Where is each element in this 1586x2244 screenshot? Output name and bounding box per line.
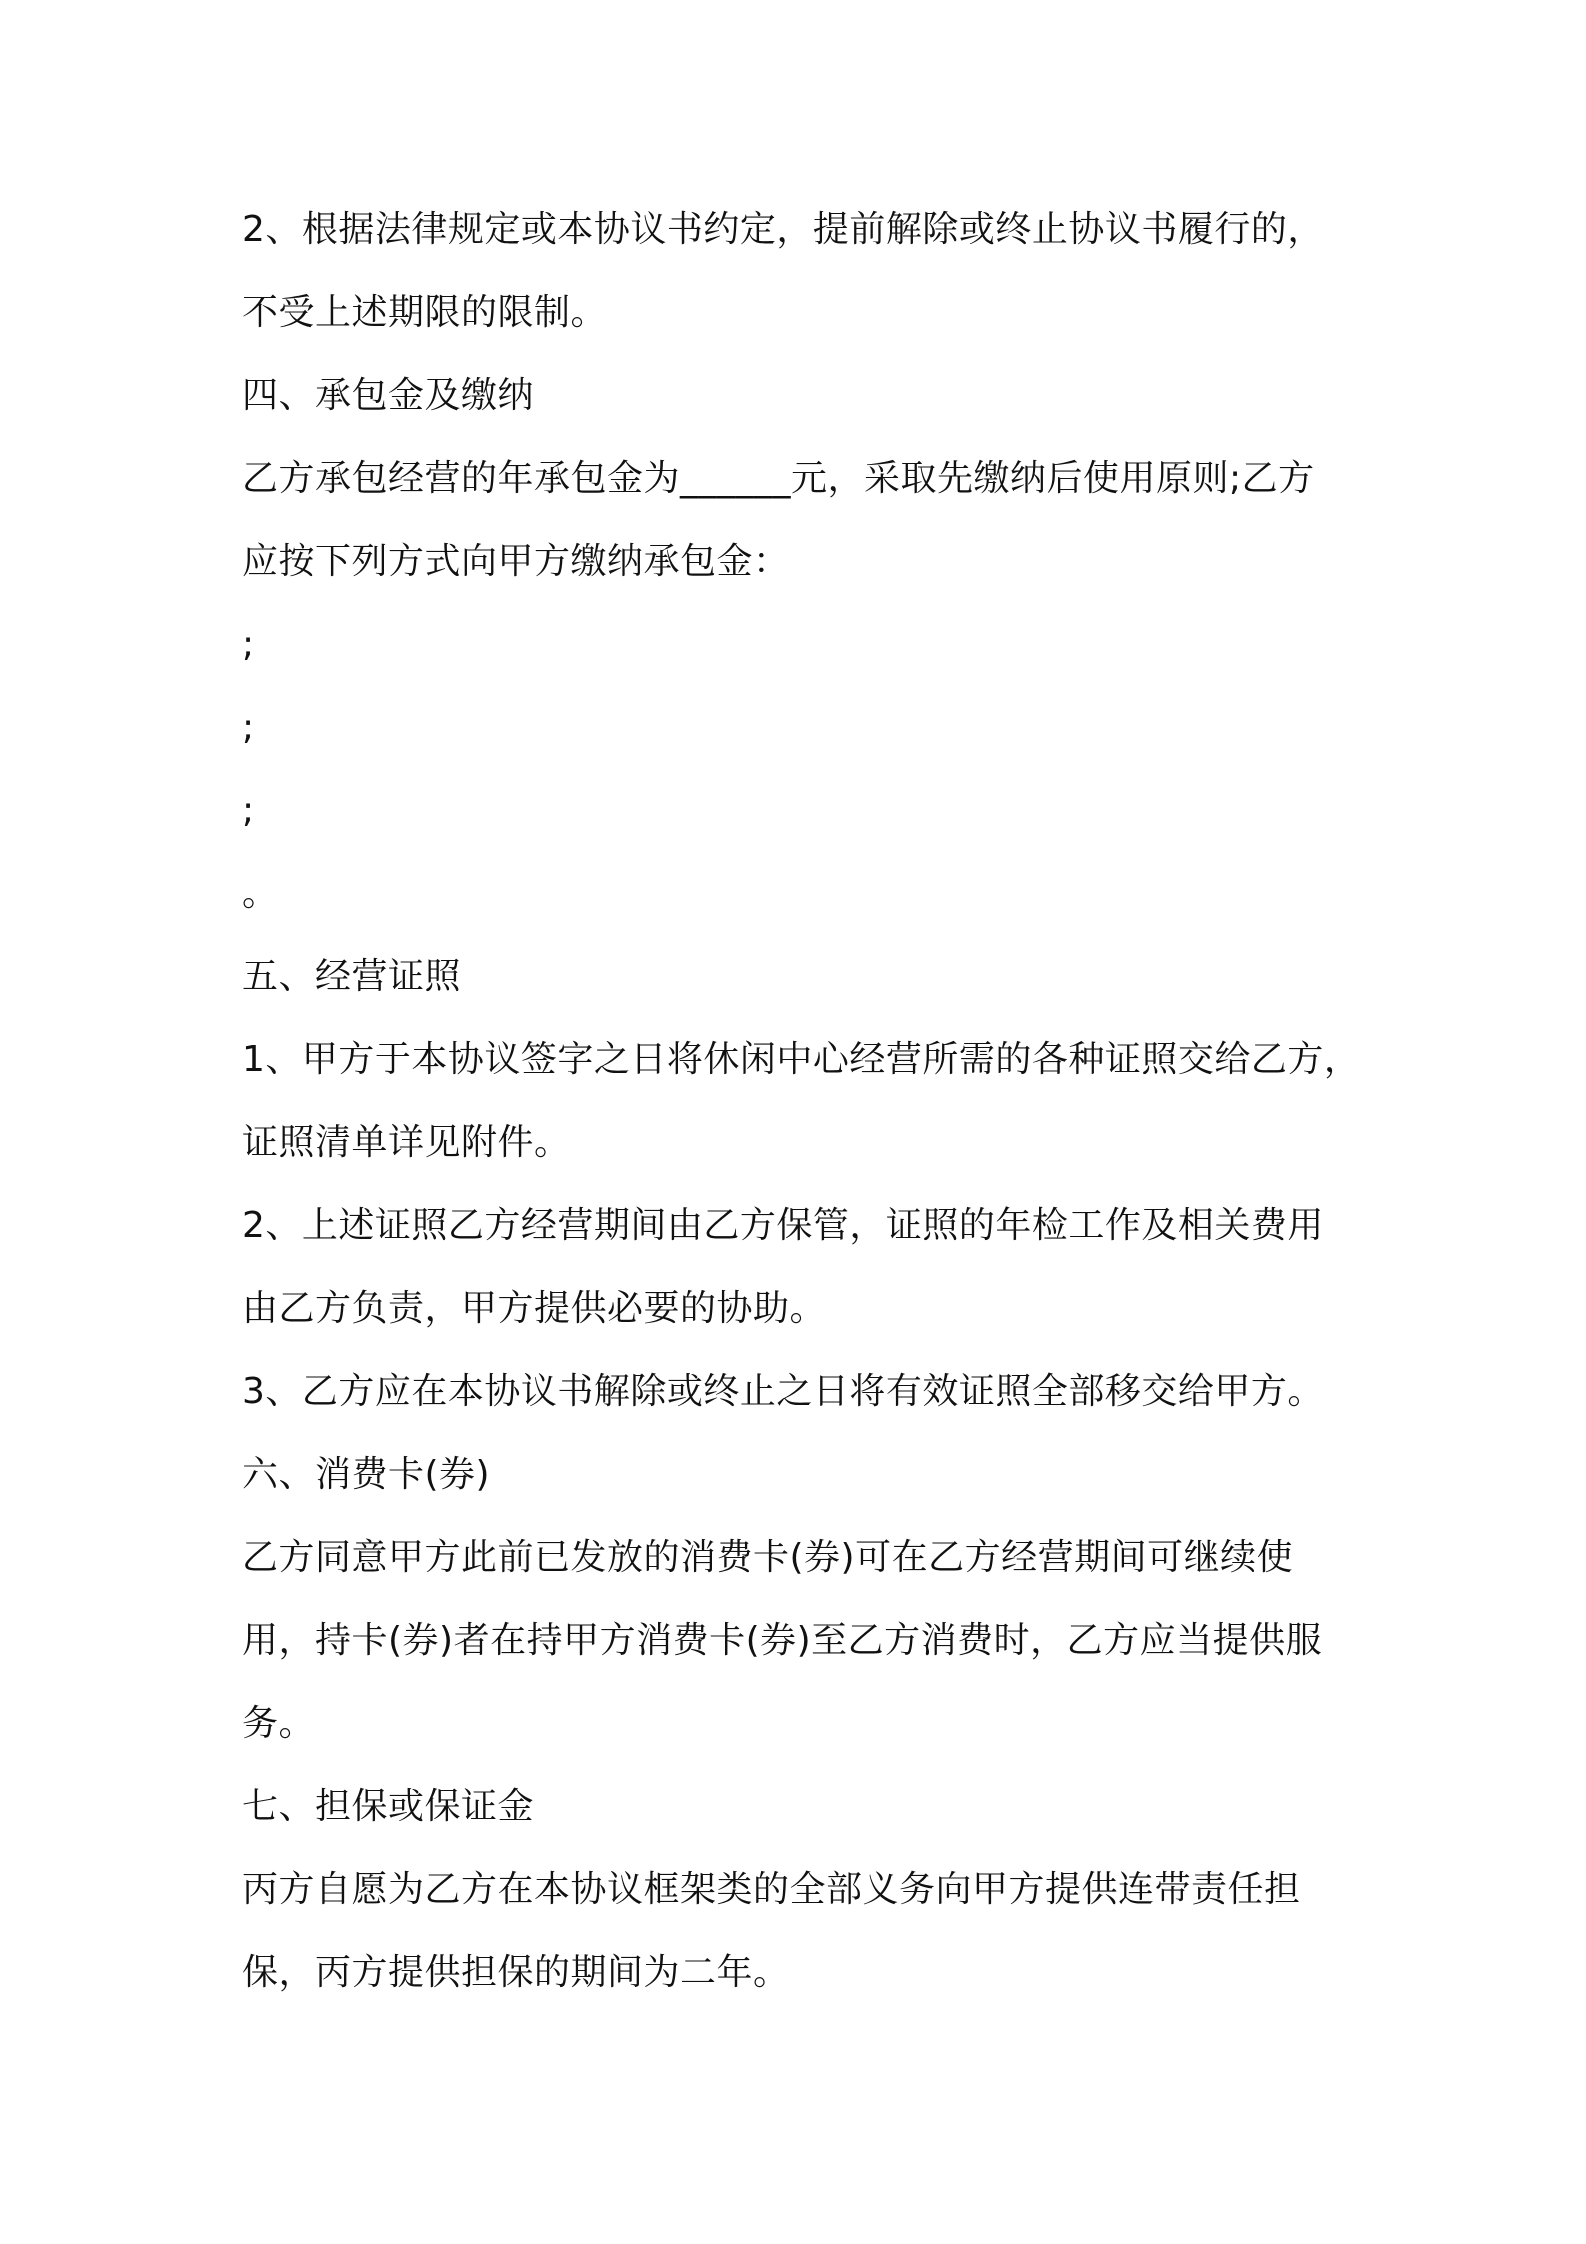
section-heading-7: 七、担保或保证金: [242, 1786, 535, 1827]
section-5-item-2-line-1: 2、上述证照乙方经营期间由乙方保管，证照的年检工作及相关费用: [242, 1205, 1324, 1246]
payment-item-1: ;: [242, 624, 255, 665]
payment-item-3: ;: [242, 790, 255, 831]
section-5-item-2-line-2: 由乙方负责，甲方提供必要的协助。: [242, 1288, 827, 1329]
section-heading-5: 五、经营证照: [242, 956, 462, 997]
payment-item-4: 。: [242, 873, 279, 914]
section-6-para-line-1: 乙方同意甲方此前已发放的消费卡(券)可在乙方经营期间可继续使: [242, 1537, 1294, 1578]
section-5-item-1-line-1: 1、甲方于本协议签字之日将休闲中心经营所需的各种证照交给乙方，: [242, 1039, 1361, 1080]
section-7-para-line-1: 丙方自愿为乙方在本协议框架类的全部义务向甲方提供连带责任担: [242, 1869, 1301, 1910]
payment-item-2: ;: [242, 707, 255, 748]
section-4-para-line-1: 乙方承包经营的年承包金为______元，采取先缴纳后使用原则;乙方: [242, 458, 1315, 499]
clause-3-item-2-line-1: 2、根据法律规定或本协议书约定，提前解除或终止协议书履行的，: [242, 209, 1324, 250]
section-4-para-line-2: 应按下列方式向甲方缴纳承包金：: [242, 541, 790, 582]
section-5-item-1-line-2: 证照清单详见附件。: [242, 1122, 571, 1163]
section-7-para-line-2: 保，丙方提供担保的期间为二年。: [242, 1952, 790, 1993]
section-6-para-line-3: 务。: [242, 1703, 316, 1744]
section-5-item-3: 3、乙方应在本协议书解除或终止之日将有效证照全部移交给甲方。: [242, 1371, 1324, 1412]
section-6-para-line-2: 用，持卡(券)者在持甲方消费卡(券)至乙方消费时，乙方应当提供服: [242, 1620, 1323, 1661]
section-heading-6: 六、消费卡(券): [242, 1454, 491, 1495]
section-heading-4: 四、承包金及缴纳: [242, 375, 535, 416]
clause-3-item-2-line-2: 不受上述期限的限制。: [242, 292, 608, 333]
